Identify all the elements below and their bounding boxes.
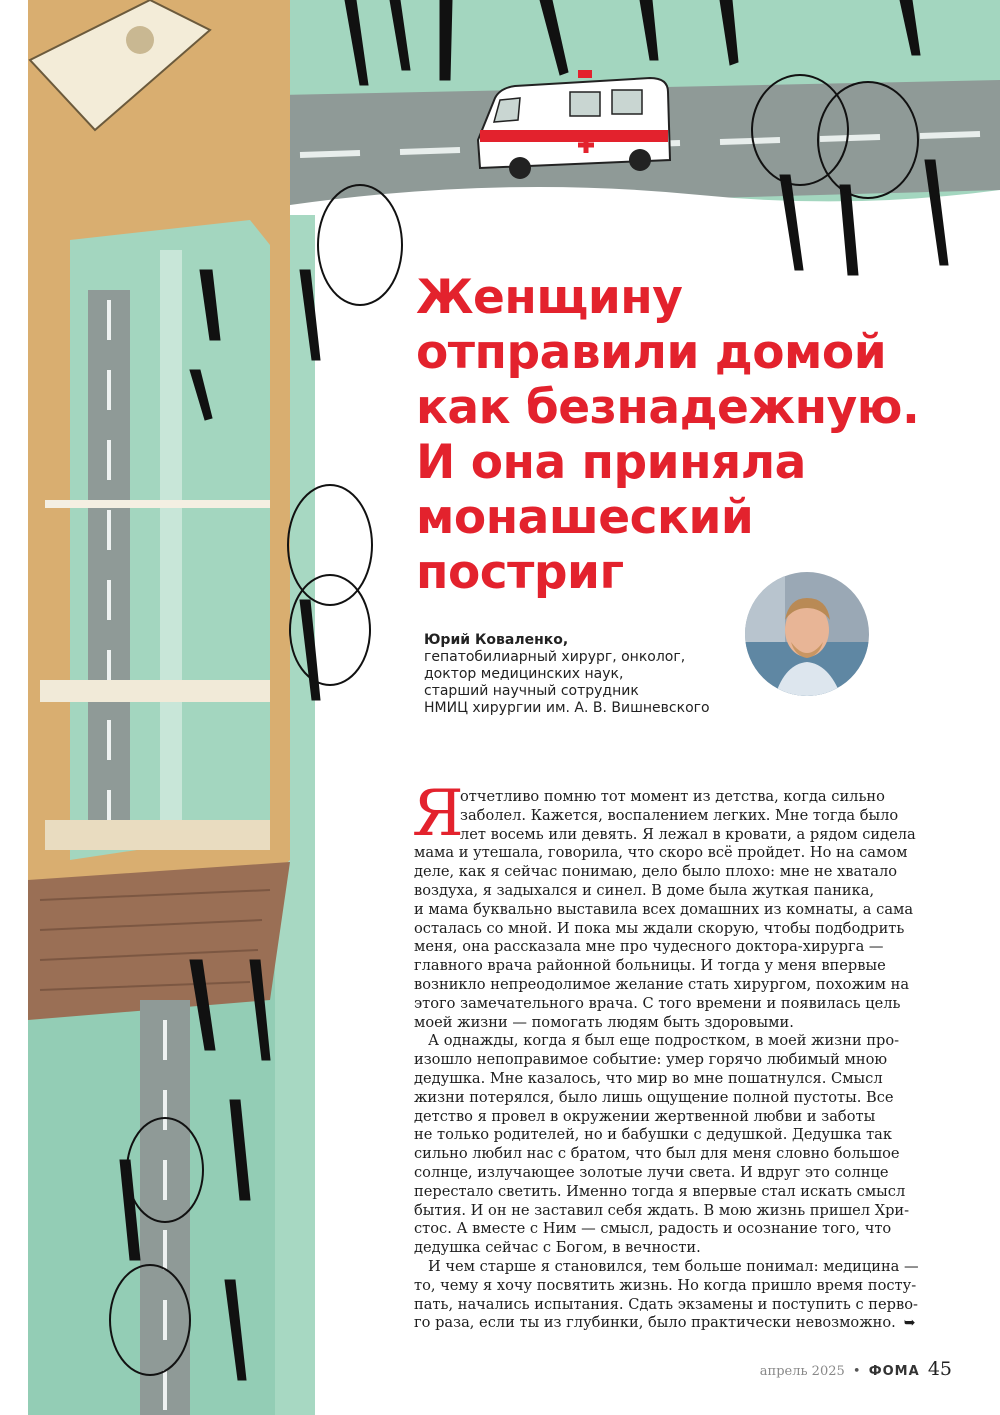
author-credential: старший научный сотрудник — [424, 683, 639, 699]
headline-line: Женщину — [416, 270, 683, 325]
author-name: Юрий Коваленко, — [424, 632, 569, 648]
text-line: бытия. И он не заставил себя ждать. В мою жизнь пришел Хри- — [414, 1201, 910, 1219]
article-body — [412, 777, 924, 1333]
paragraph-1 — [414, 844, 924, 1032]
magazine-name: ФОМА — [868, 1364, 920, 1379]
author-photo — [745, 572, 869, 696]
paragraph-3 — [414, 1258, 924, 1333]
text-line: И чем старше я становился, тем больше понимал: медицина — — [428, 1257, 919, 1275]
text-line: моей жизни — помогать людям быть здоровыми. — [414, 1013, 794, 1031]
text-line: не только родителей, но и бабушки с дедушкой. Дедушка так — [414, 1126, 893, 1144]
article-headline — [416, 270, 976, 600]
author-credential: доктор медицинских наук, — [424, 666, 624, 682]
text-line: главного врача районной больницы. И тогда у меня впервые — [414, 957, 886, 975]
footer-separator: • — [852, 1364, 861, 1379]
text-line: деле, как я сейчас понимаю, дело было плохо: мне не хватало — [414, 863, 898, 881]
headline-line: монашеский — [416, 490, 754, 545]
text-line: изошло непоправимое событие: умер горячо любимый мною — [414, 1051, 888, 1069]
author-block — [424, 632, 754, 717]
headline-line: И она приняла — [416, 435, 806, 490]
text-line: этого замечательного врача. С того времени и появилась цель — [414, 994, 901, 1012]
text-line: А однажды, когда я был еще подростком, в моей жизни про- — [428, 1032, 900, 1050]
headline-line: постриг — [416, 545, 624, 600]
text-line: возникло непреодолимое желание стать хирургом, похожим на — [414, 975, 910, 993]
arrow-continue-icon: ➥ — [903, 1315, 916, 1332]
text-line: отчетливо помню тот момент из детства, когда сильно — [460, 788, 885, 805]
text-line: стос. А вместе с Ним — смысл, радость и осознание того, что — [414, 1220, 892, 1238]
text-line: сильно любил нас с братом, что был для меня словно большое — [414, 1145, 900, 1163]
text-line: лет восемь или девять. Я лежал в кровати, а рядом сидела — [460, 825, 916, 843]
text-line: детство я провел в окружении жертвенной любви и заботы — [414, 1107, 876, 1125]
text-line: пать, начались испытания. Сдать экзамены и поступить с перво- — [414, 1295, 918, 1313]
page-footer — [760, 1358, 952, 1380]
text-line: меня, она рассказала мне про чудесного доктора-хирурга — — [414, 938, 884, 956]
text-line — [414, 1314, 924, 1333]
floor-brown — [28, 862, 290, 1020]
author-credential: гепатобилиарный хирург, онколог, — [424, 649, 686, 665]
paragraph-2 — [414, 1032, 924, 1258]
page-number: 45 — [927, 1358, 952, 1380]
text-line: мама и утешала, говорила, что скоро всё пройдет. Но на самом — [414, 844, 908, 862]
headline-line: как безнадежную. — [416, 380, 920, 435]
text-line: то, чему я хочу посвятить жизнь. Но когда пришло время посту- — [414, 1276, 917, 1294]
text-line: солнце, излучающее золотые лучи света. И вдруг это солнце — [414, 1163, 889, 1181]
text-line: дедушка сейчас с Богом, в вечности. — [414, 1239, 701, 1257]
drop-cap: Я — [412, 777, 464, 851]
issue-date: апрель 2025 — [759, 1364, 845, 1379]
text-line: перестало светить. Именно тогда я впервые стал искать смысл — [414, 1182, 906, 1200]
text-line: дедушка. Мне казалось, что мир во мне пошатнулся. Смысл — [414, 1069, 883, 1087]
text-line: заболел. Кажется, воспалением легких. Мне тогда было — [460, 806, 899, 824]
text-line: осталась со мной. И пока мы ждали скорую, чтобы подбодрить — [414, 919, 905, 937]
text-line: воздуха, я задыхался и синел. В доме была жуткая паника, — [414, 881, 875, 899]
text-line: и мама буквально выставила всех домашних из комнаты, а сама — [414, 900, 914, 918]
text-line: жизни потерялся, было лишь ощущение полной пустоты. Все — [414, 1088, 894, 1106]
author-credential: НМИЦ хирургии им. А. В. Вишневского — [424, 700, 710, 716]
headline-line: отправили домой — [416, 325, 887, 380]
text-line-content: го раза, если ты из глубинки, было практически невозможно. — [414, 1314, 896, 1332]
paragraph-1-opening — [414, 788, 924, 844]
